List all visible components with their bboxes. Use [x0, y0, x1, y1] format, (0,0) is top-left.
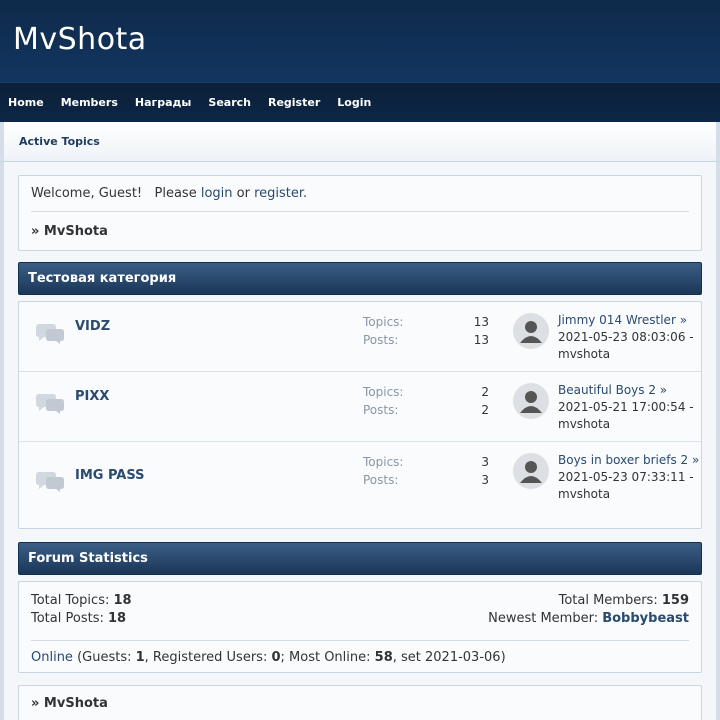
last-post-arrow[interactable]: » — [679, 313, 688, 327]
nav-search[interactable]: Search — [208, 96, 251, 109]
total-topics — [31, 592, 132, 610]
forum-name[interactable]: IMG PASS — [75, 468, 145, 483]
main-content — [0, 162, 720, 720]
topics-count: 3 — [481, 455, 489, 469]
nav-login[interactable]: Login — [337, 96, 372, 109]
newest-member — [488, 610, 689, 628]
total-members — [559, 592, 689, 610]
topics-label: Topics: — [363, 455, 404, 469]
total-members-value: 159 — [661, 593, 689, 608]
total-posts-label: Total Posts: — [31, 611, 108, 626]
most-online-label: ; Most Online: — [280, 650, 375, 665]
most-online-date: , set 2021-03-06) — [392, 650, 506, 665]
total-posts-value: 18 — [107, 611, 127, 626]
registered-label: , Registered Users: — [144, 650, 272, 665]
total-topics-value: 18 — [113, 593, 132, 608]
nav-members[interactable]: Members — [60, 96, 118, 109]
last-post-meta: 2021-05-23 07:33:11 - mvshota — [558, 470, 694, 501]
last-post-arrow[interactable]: » — [691, 453, 700, 467]
stats-box — [18, 581, 702, 673]
forum-stats — [363, 384, 489, 419]
main-nav — [0, 82, 720, 122]
category-title[interactable]: Тестовая категория — [28, 271, 177, 286]
avatar — [513, 383, 549, 419]
nav-awards[interactable]: Награды — [134, 96, 192, 109]
posts-label: Posts: — [363, 472, 399, 487]
welcome-suffix: . — [303, 186, 308, 201]
active-topics-link[interactable]: Active Topics — [19, 135, 100, 148]
site-title[interactable]: MvShota — [13, 22, 147, 57]
welcome-box — [18, 175, 702, 251]
newest-member-label: Newest Member: — [488, 611, 603, 626]
topics-label: Topics: — [363, 315, 404, 329]
forum-name[interactable]: VIDZ — [75, 319, 111, 334]
last-post-title[interactable]: Beautiful Boys 2 — [558, 383, 656, 397]
forum-stats — [363, 314, 489, 349]
register-link[interactable]: register — [254, 186, 304, 201]
most-online-count: 58 — [374, 650, 393, 665]
total-members-label: Total Members: — [558, 593, 662, 608]
posts-count: 2 — [481, 402, 489, 417]
stats-title: Forum Statistics — [28, 551, 148, 566]
topics-label: Topics: — [363, 385, 404, 399]
stats-header — [18, 542, 702, 575]
forum-bubbles-icon — [34, 392, 66, 414]
last-post-meta: 2021-05-23 08:03:06 - mvshota — [558, 330, 694, 361]
avatar — [513, 453, 549, 489]
category-header — [18, 262, 702, 295]
last-post-title[interactable]: Jimmy 014 Wrestler — [558, 313, 676, 327]
forum-bubbles-icon — [34, 470, 66, 492]
footer-box — [18, 685, 702, 720]
online-link[interactable]: Online — [31, 650, 73, 665]
forum-name[interactable]: PIXX — [75, 389, 110, 404]
registered-count: 0 — [271, 650, 281, 665]
divider — [31, 640, 689, 641]
last-post-meta: 2021-05-21 17:00:54 - mvshota — [558, 400, 694, 431]
sub-nav — [0, 122, 720, 162]
forum-stats — [363, 454, 489, 489]
forum-bubbles-icon — [34, 322, 66, 344]
forum-row — [19, 442, 701, 528]
site-header — [0, 0, 720, 82]
total-posts — [31, 610, 126, 628]
guests-label: (Guests: — [72, 650, 136, 665]
last-post-title[interactable]: Boys in boxer briefs 2 — [558, 453, 689, 467]
welcome-line — [31, 186, 689, 212]
welcome-or: or — [232, 186, 255, 201]
guests-count: 1 — [135, 650, 145, 665]
posts-label: Posts: — [363, 402, 399, 417]
total-topics-label: Total Topics: — [31, 593, 114, 608]
newest-member-link[interactable]: Bobbybeast — [602, 611, 689, 626]
posts-count: 13 — [473, 332, 489, 347]
login-link[interactable]: login — [200, 186, 233, 201]
avatar — [513, 313, 549, 349]
last-post-arrow[interactable]: » — [659, 383, 668, 397]
breadcrumb[interactable]: » MvShota — [31, 224, 108, 239]
welcome-text: Welcome, Guest! Please — [31, 186, 201, 201]
topics-count: 2 — [481, 385, 489, 399]
online-line — [31, 649, 689, 667]
forum-row — [19, 372, 701, 442]
posts-label: Posts: — [363, 332, 399, 347]
nav-home[interactable]: Home — [8, 96, 44, 109]
nav-register[interactable]: Register — [267, 96, 321, 109]
footer-breadcrumb[interactable]: » MvShota — [31, 696, 108, 711]
last-post — [513, 382, 703, 433]
posts-count: 3 — [481, 472, 489, 487]
topics-count: 13 — [473, 315, 489, 329]
forum-row — [19, 302, 701, 372]
forum-list — [18, 301, 702, 529]
last-post — [513, 312, 703, 363]
last-post — [513, 452, 703, 503]
